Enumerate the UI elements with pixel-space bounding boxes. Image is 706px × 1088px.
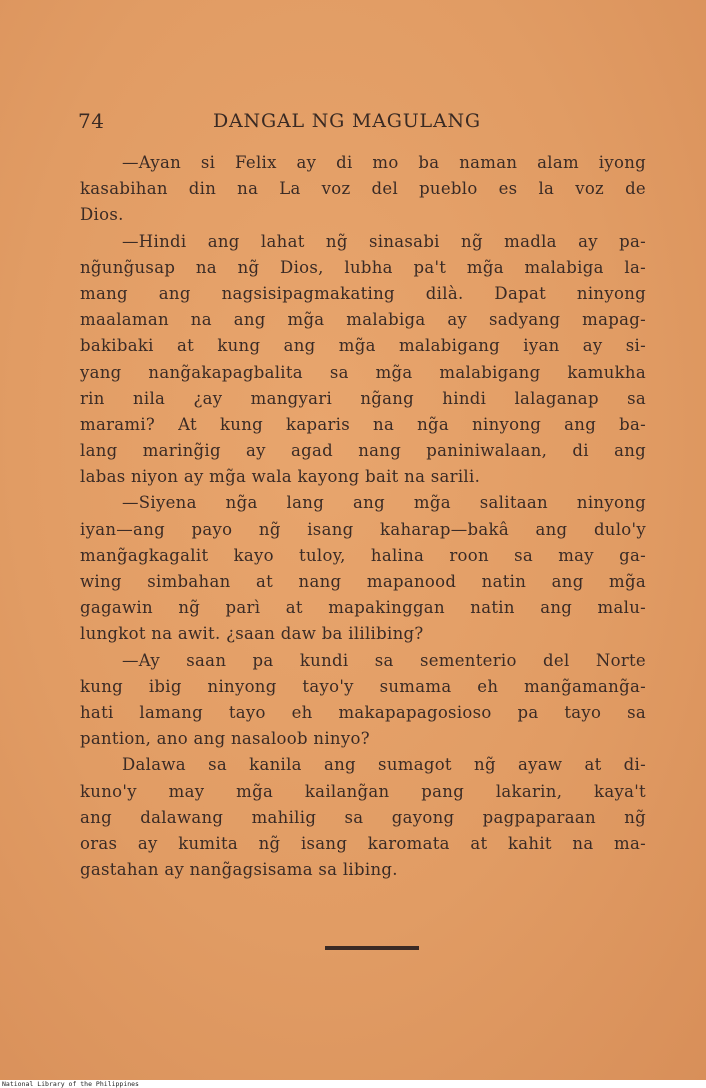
text-line: pantion, ano ang nasaloob ninyo? — [80, 729, 370, 749]
text-line: mang̃agkagalit kayo tuloy, halina roon sa may ga- — [80, 545, 646, 565]
running-title: DANGAL NG MAGULANG — [213, 110, 481, 132]
text-line: yang nang̃akapagbalita sa mg̃a malabigang kamukha — [80, 362, 646, 382]
text-line: ang dalawang mahilig sa gayong pagpaparaan ng̃ — [80, 807, 646, 827]
text-line: kasabihan din na La voz del pueblo es la voz de — [80, 179, 646, 199]
page-number: 74 — [78, 109, 105, 133]
text-line: kuno'y may mg̃a kailang̃an pang lakarin, kaya't — [80, 781, 646, 801]
text-line: labas niyon ay mg̃a wala kayong bait na sarili. — [80, 467, 481, 487]
body-text — [80, 150, 646, 883]
text-line: Dalawa sa kanila ang sumagot ng̃ ayaw at di- — [122, 755, 646, 775]
text-line: lungkot na awit. ¿saan daw ba ililibing? — [80, 624, 424, 644]
text-line: wing simbahan at nang mapanood natin ang mg̃a — [80, 572, 646, 591]
footer-credit: National Library of the Philippines — [2, 1080, 139, 1088]
text-line: gagawin ng̃ parì at mapakinggan natin ang malu- — [80, 598, 646, 618]
text-line: iyan—ang payo ng̃ isang kaharap—bakâ ang dulo'y — [80, 519, 646, 539]
text-line: rin nila ¿ay mangyari ng̃ang hindi lalaganap sa — [80, 388, 646, 408]
text-line: hati lamang tayo eh makapapagosioso pa tayo sa — [80, 702, 646, 722]
text-line: gastahan ay nang̃agsisama sa libing. — [80, 860, 398, 880]
text-line: oras ay kumita ng̃ isang karomata at kahit na ma- — [80, 833, 646, 853]
text-line: marami? At kung kaparis na ng̃a ninyong ang ba- — [80, 414, 646, 434]
text-line: —Siyena ng̃a lang ang mg̃a salitaan ninyong — [122, 493, 646, 513]
text-line: lang maring̃ig ay agad nang paniniwalaan, di ang — [80, 441, 646, 461]
text-line: kung ibig ninyong tayo'y sumama eh mang̃amang̃a- — [80, 676, 646, 696]
text-line: ng̃ung̃usap na ng̃ Dios, lubha pa't mg̃a malabiga la- — [80, 257, 646, 277]
text-line: —Ay saan pa kundi sa sementerio del Norte — [122, 650, 646, 670]
text-line: mang ang nagsisipagmakating dilà. Dapat ninyong — [80, 283, 646, 303]
text-line: —Hindi ang lahat ng̃ sinasabi ng̃ madla ay pa- — [122, 231, 646, 251]
text-line: bakibaki at kung ang mg̃a malabigang iyan ay si- — [80, 336, 646, 356]
text-line: —Ayan si Felix ay di mo ba naman alam iyong — [122, 153, 646, 172]
section-end-rule — [325, 946, 419, 950]
text-line: maalaman na ang mg̃a malabiga ay sadyang mapag- — [80, 310, 646, 330]
text-line: Dios. — [80, 205, 124, 225]
